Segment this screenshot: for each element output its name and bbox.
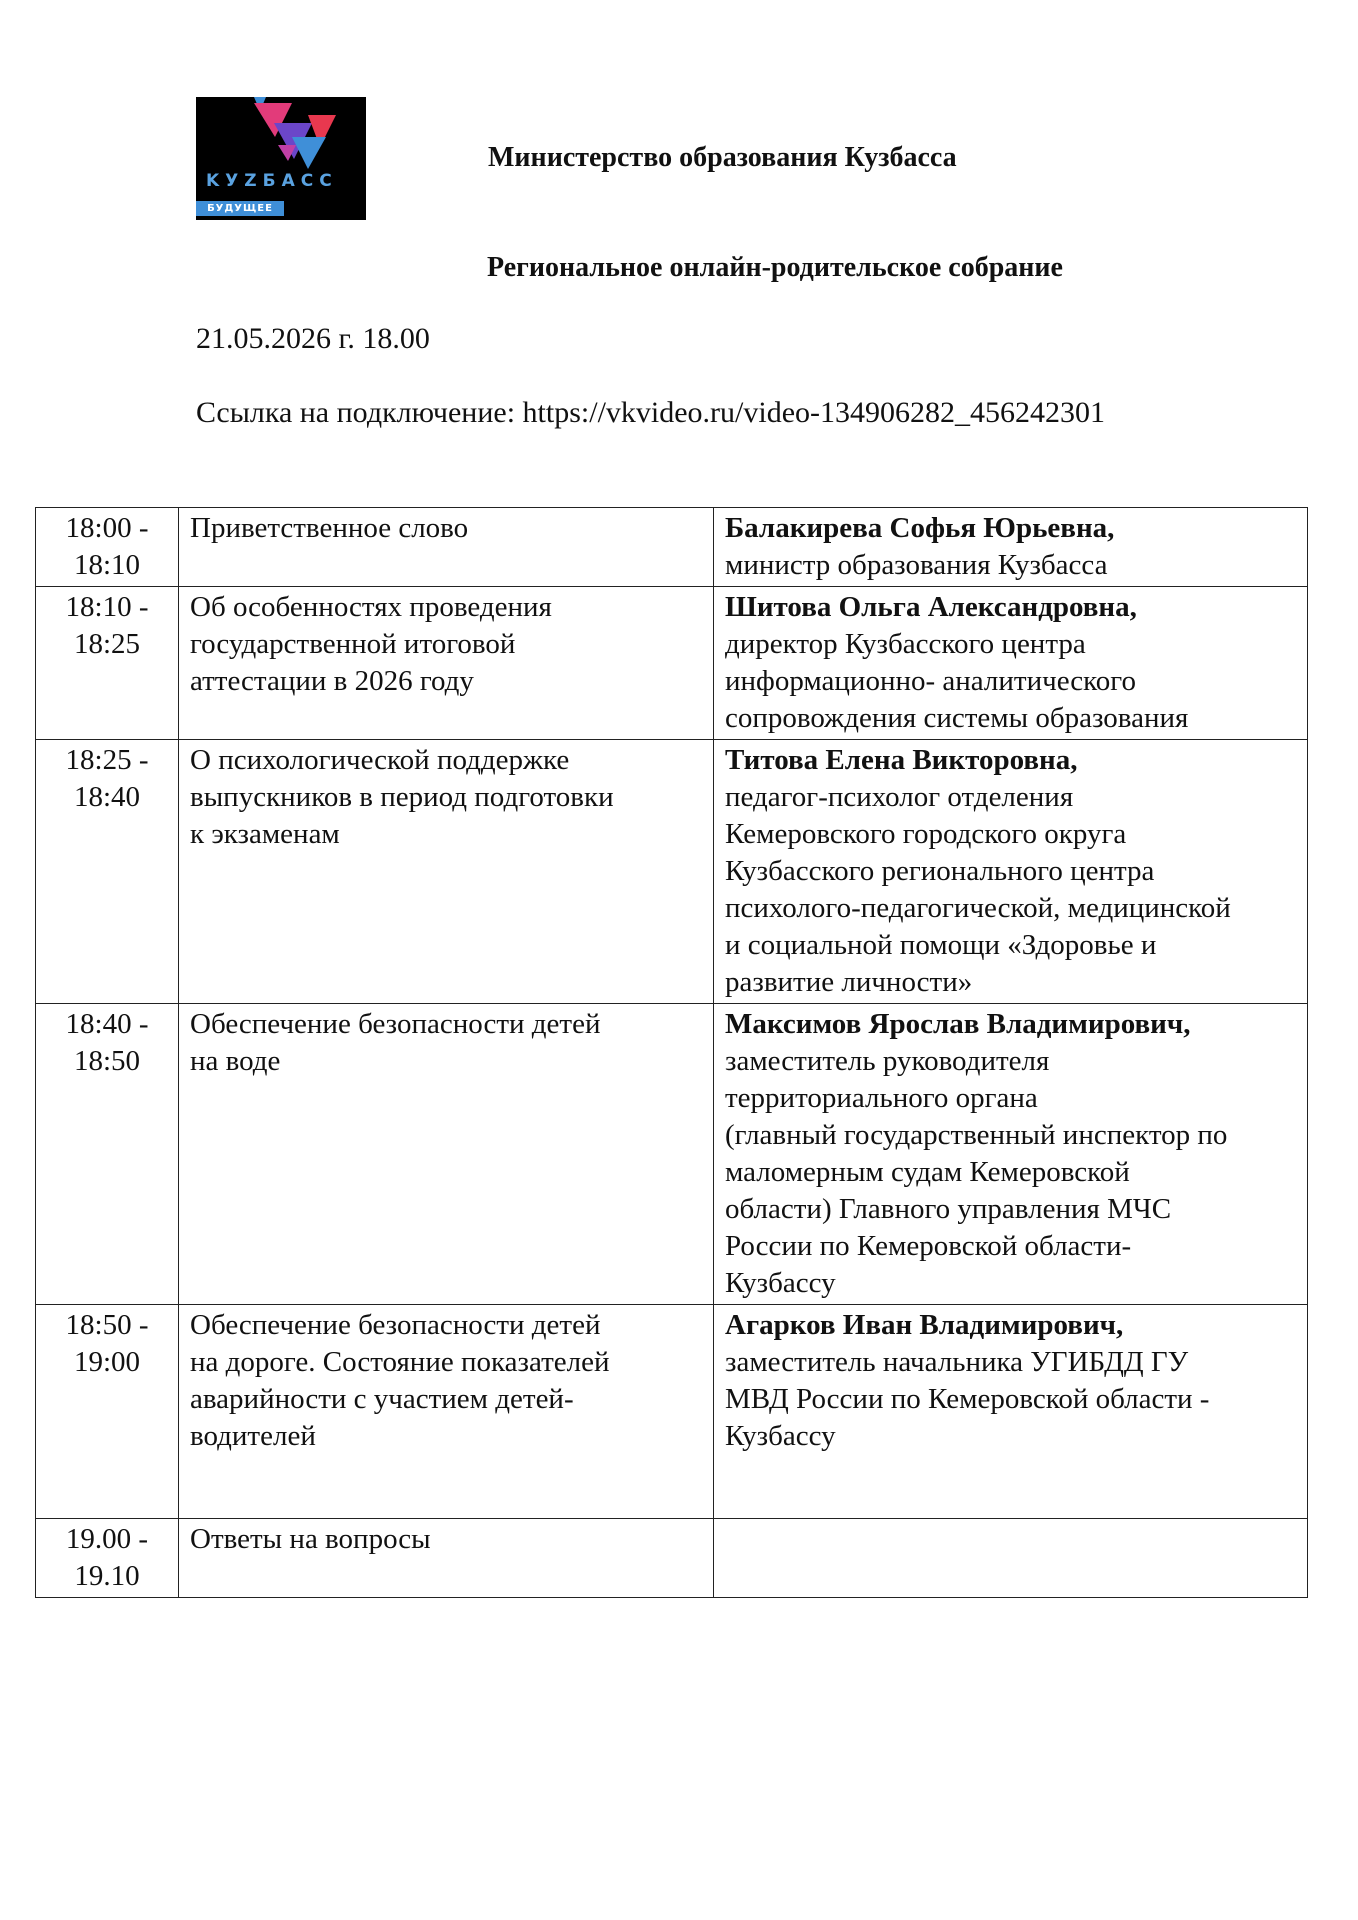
program-time: 18:50 - 19:00: [36, 1305, 179, 1519]
table-row: [36, 1305, 1308, 1519]
program-time: 18:10 - 18:25: [36, 587, 179, 740]
speaker-name: Шитова Ольга Александровна,: [725, 591, 1137, 623]
speaker-role: педагог-психолог отделения Кемеровского городского округа Кузбасского регионального центра психолого-педагогической, медицинской и социальной помощи «Здоровье и развитие личности»: [725, 781, 1231, 998]
page-title: Региональное онлайн-родительское собрание: [487, 252, 1063, 283]
program-speaker: [714, 1305, 1308, 1519]
program-topic: Ответы на вопросы: [179, 1519, 714, 1598]
program-speaker: [714, 1004, 1308, 1305]
speaker-role: директор Кузбасского центра информационно- аналитического сопровождения системы образования: [725, 628, 1189, 734]
logo-badge: БУДУЩЕЕ: [196, 201, 284, 216]
speaker-name: Титова Елена Викторовна,: [725, 744, 1078, 776]
speaker-name: Балакирева Софья Юрьевна,: [725, 512, 1115, 544]
program-table-body: [36, 508, 1308, 1598]
program-speaker: [714, 1519, 1308, 1598]
meeting-datetime: 21.05.2026 г. 18.00: [196, 322, 430, 355]
table-row: [36, 508, 1308, 587]
program-topic: Об особенностях проведения государственной итоговой аттестации в 2026 году: [179, 587, 714, 740]
speaker-role: заместитель руководителя территориального органа (главный государственный инспектор по маломерным судам Кемеровской области) Главного управления МЧС России по Кемеровской области- Кузбассу: [725, 1045, 1228, 1299]
program-speaker: [714, 740, 1308, 1004]
table-row: [36, 740, 1308, 1004]
program-time: 18:00 - 18:10: [36, 508, 179, 587]
connection-link[interactable]: Ссылка на подключение: https://vkvideo.ru/video-134906282_456242301: [196, 396, 1106, 429]
program-time: 19.00 - 19.10: [36, 1519, 179, 1598]
program-topic: О психологической поддержке выпускников в период подготовки к экзаменам: [179, 740, 714, 1004]
table-row: [36, 1519, 1308, 1598]
program-topic: Приветственное слово: [179, 508, 714, 587]
program-speaker: [714, 587, 1308, 740]
speaker-name: Максимов Ярослав Владимирович,: [725, 1008, 1191, 1040]
program-topic: Обеспечение безопасности детей на дороге. Состояние показателей аварийности с участием детей- водителей: [179, 1305, 714, 1519]
meeting-title-row: [0, 252, 1358, 284]
table-row: [36, 587, 1308, 740]
table-row: [36, 1004, 1308, 1305]
speaker-name: Агарков Иван Владимирович,: [725, 1309, 1124, 1341]
program-time: 18:25 - 18:40: [36, 740, 179, 1004]
ministry-name: Министерство образования Кузбасса: [488, 142, 957, 173]
speaker-role: министр образования Кузбасса: [725, 549, 1108, 581]
kuzbass-logo: [196, 97, 366, 220]
program-speaker: [714, 508, 1308, 587]
speaker-role: заместитель начальника УГИБДД ГУ МВД России по Кемеровской области - Кузбассу: [725, 1346, 1210, 1452]
logo-wordmark: KУZБACC: [206, 171, 338, 191]
program-table: [35, 507, 1308, 1598]
program-topic: Обеспечение безопасности детей на воде: [179, 1004, 714, 1305]
program-time: 18:40 - 18:50: [36, 1004, 179, 1305]
